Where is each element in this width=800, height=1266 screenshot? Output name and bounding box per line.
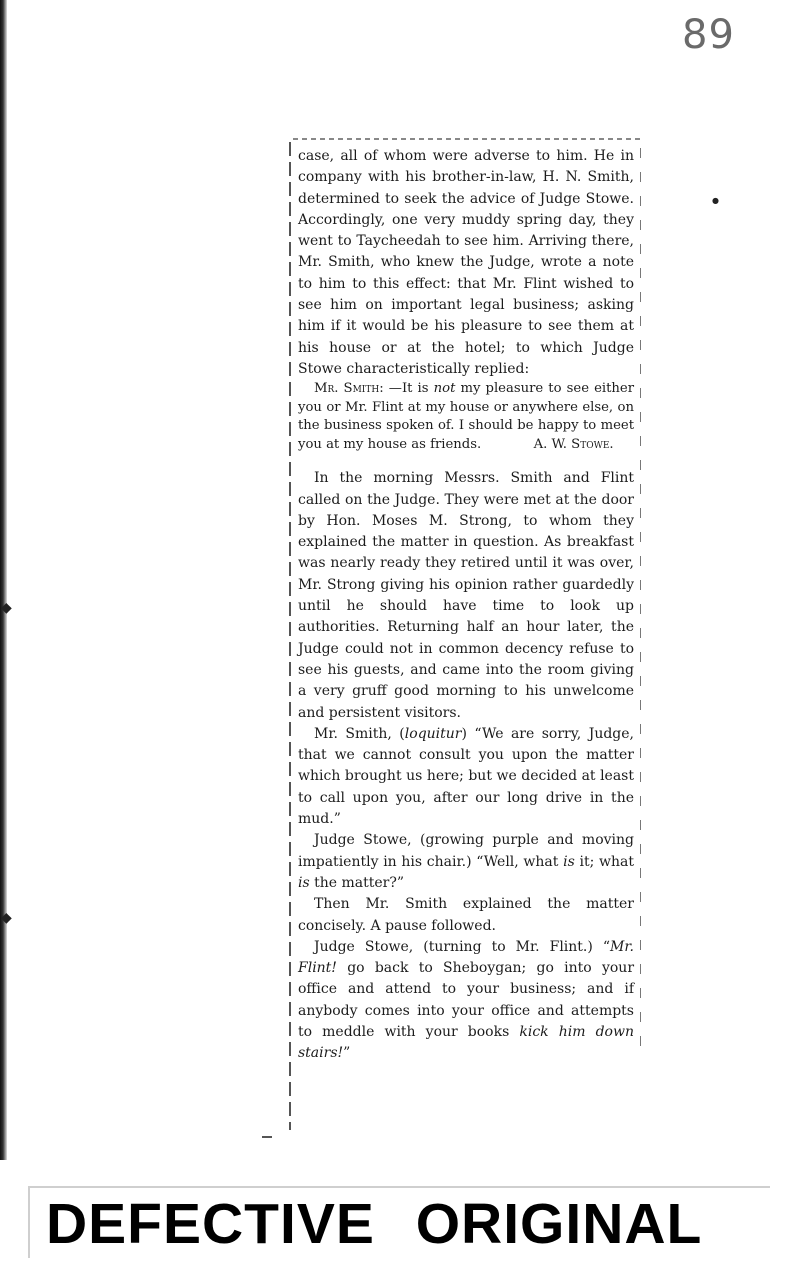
smith-text-1: Mr. Smith, ( xyxy=(314,725,405,742)
reply-text-1: Judge Stowe, (turning to Mr. Flint.) “ xyxy=(314,938,611,955)
loquitur-emphasis: loquitur xyxy=(404,725,462,742)
paragraph-judge-reply xyxy=(298,937,634,1065)
binding-mark: ◆ xyxy=(1,600,12,616)
note-text-2: my pleasure to see either you or Mr. Flint at my house or anywhere else, on the business spoken of. I should be happy to meet you at my house as friends. xyxy=(298,381,635,452)
reply-text-3: ” xyxy=(343,1045,351,1062)
note-text-1: —It is xyxy=(388,381,429,397)
judge-text-3: the matter?” xyxy=(314,874,405,891)
newspaper-clipping xyxy=(281,138,643,1130)
binding-mark: ◆ xyxy=(1,910,12,926)
speck-mark: ● xyxy=(712,196,719,205)
clipping-right-edge xyxy=(640,148,641,1048)
note-emphasis: not xyxy=(433,381,456,397)
judge-text-1: Judge Stowe, (growing purple and moving impatiently in his chair.) “Well, what xyxy=(298,832,634,870)
paragraph-case: case, all of whom were adverse to him. He in company with his brother-in-law, H. N. Smith, determined to seek the advice of Judge Stowe. Accordingly, one very muddy spring day, they went to Taycheedah to see him. Arriving there, Mr. Smith, who knew the Judge, wrote a note to him to this effect: that Mr. Flint wished to see him on important legal business; asking him if it would be his pleasure to see them at his house or at the hotel; to which Judge Stowe characteristically replied: xyxy=(298,148,634,377)
paragraph-gap xyxy=(298,454,634,468)
page-left-edge xyxy=(0,0,7,1160)
stamp-text: DEFECTIVE ORIGINAL xyxy=(46,1192,703,1256)
handwritten-page-number: 89 xyxy=(682,12,735,58)
judge-text-2: it; what xyxy=(579,853,635,870)
smith-text-2: ) “We are sorry, Judge, that we cannot consult you upon the matter which brought us here; but we decided at least to call upon you, after our long drive in the mud.” xyxy=(298,725,634,828)
paragraph-morning: In the morning Messrs. Smith and Flint called on the Judge. They were met at the door by Hon. Moses M. Strong, to whom they explained the matter in question. As breakfast was nearly ready they retired until it was over, Mr. Strong giving his opinion rather guardedly until he should have time to look up authorities. Returning half an hour later, the Judge could not in common decency refuse to see his guests, and came into the room giving a very gruff good morning to his unwelcome and persistent visitors. xyxy=(298,470,634,721)
paragraph-smith-speaks xyxy=(298,724,634,830)
note-salutation: Mr. Smith: xyxy=(314,381,384,397)
is-emphasis-1: is xyxy=(563,853,575,870)
note-signature-name: Stowe. xyxy=(571,436,614,452)
is-emphasis-2: is xyxy=(298,874,310,891)
clipping-bottom-tick xyxy=(262,1136,272,1138)
note-signature-initials: A. W. xyxy=(533,436,567,452)
note-to-smith xyxy=(298,380,634,454)
mr-flint-emphasis: Mr. Flint! xyxy=(298,938,634,977)
paragraph-judge-asks xyxy=(298,830,634,894)
column-rule xyxy=(289,142,291,1130)
clipping-top-border xyxy=(293,138,643,140)
article-text xyxy=(298,146,634,1065)
defective-original-stamp xyxy=(28,1186,770,1258)
kick-him-emphasis: kick him down stairs! xyxy=(298,1023,634,1062)
reply-text-2: go back to Sheboygan; go into your office and attend to your business; and if anybody comes into your office and attempts to meddle with your books xyxy=(298,960,635,1040)
paragraph-explained: Then Mr. Smith explained the matter concisely. A pause followed. xyxy=(298,896,634,934)
